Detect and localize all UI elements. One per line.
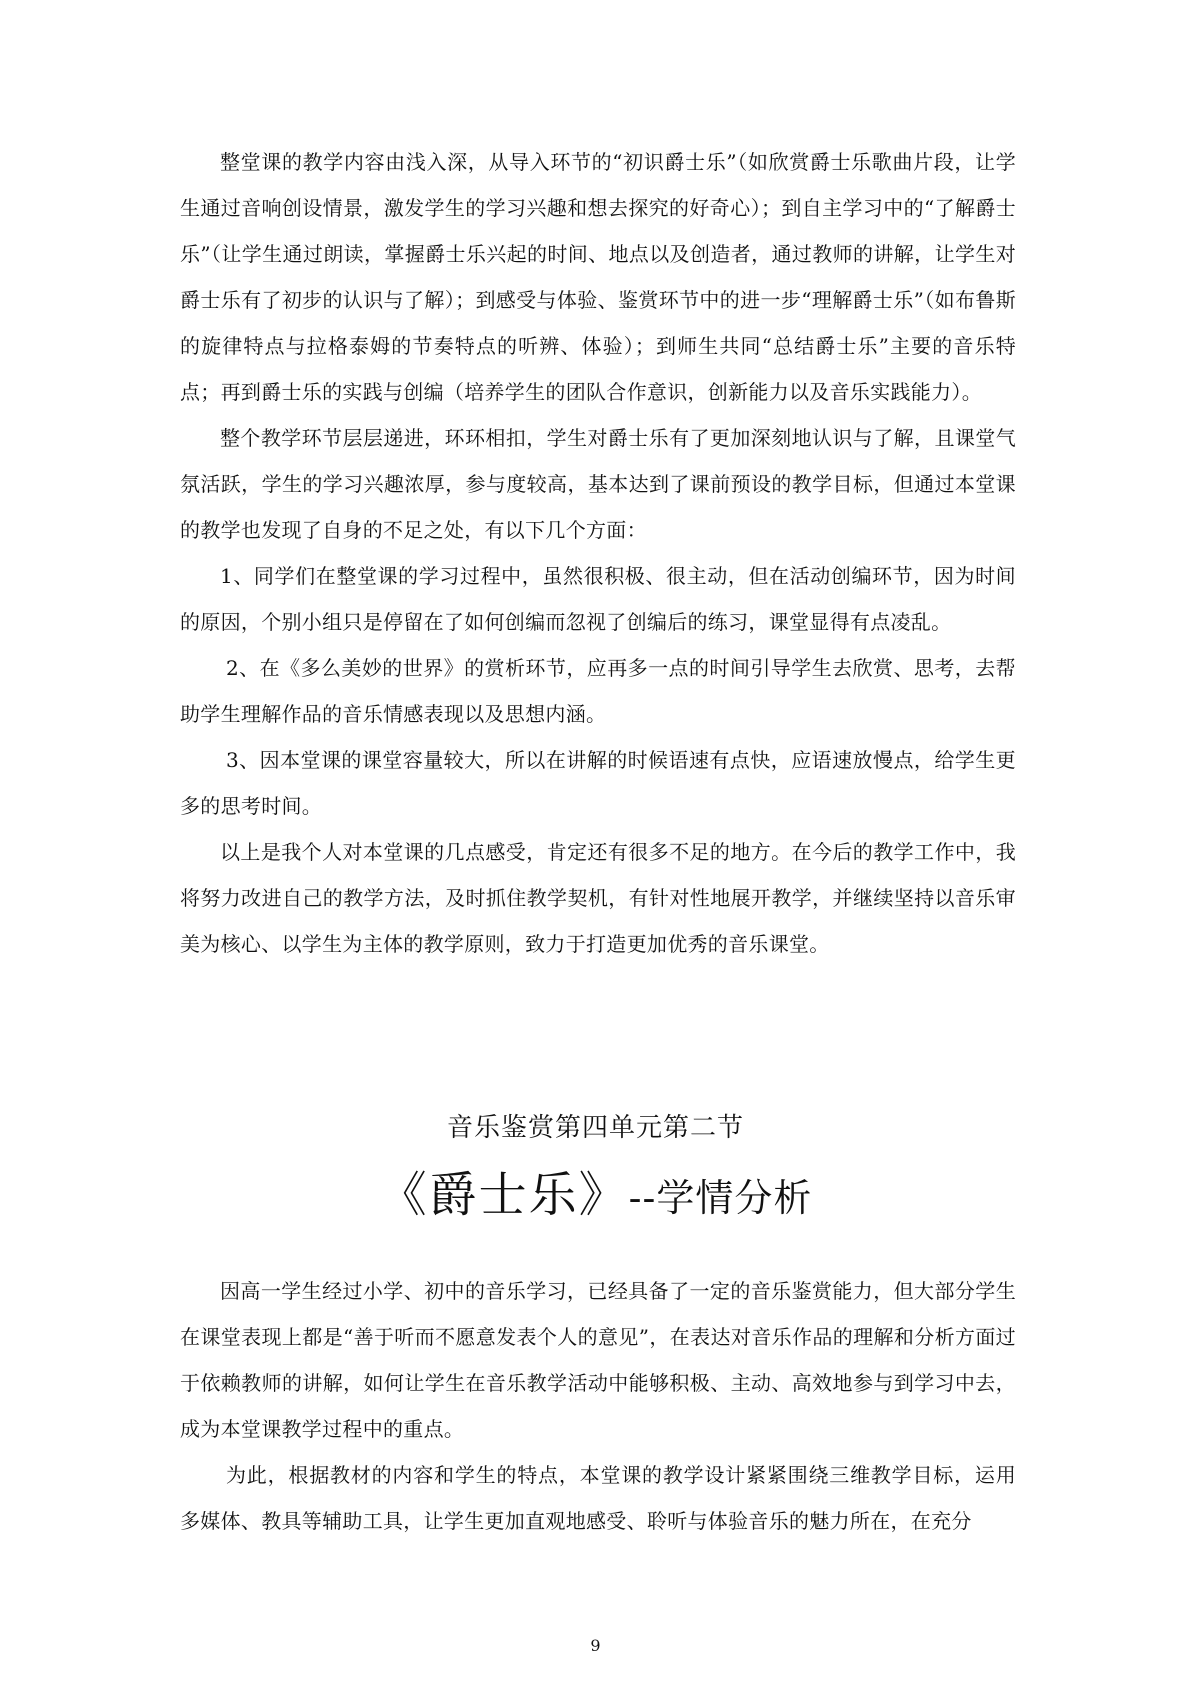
paragraph-conclusion: 以上是我个人对本堂课的几点感受，肯定还有很多不足的地方。在今后的教学工作中，我将努力改进自己的教学方法，及时抓住教学契机，有针对性地展开教学，并继续坚持以音乐审美为核心、以学生为主体的教学原则，致力于打造更加优秀的音乐课堂。 <box>180 840 1016 956</box>
paragraph-shortcoming-3: 3、因本堂课的课堂容量较大，所以在讲解的时候语速有点快，应语速放慢点，给学生更多的思考时间。 <box>180 748 1016 818</box>
paragraph-teaching-content: 整堂课的教学内容由浅入深，从导入环节的“初识爵士乐”（如欣赏爵士乐歌曲片段，让学生通过音响创设情景，激发学生的学习兴趣和想去探究的好奇心）；到自主学习中的“了解爵士乐”（让学生通过朗读，掌握爵士乐兴起的时间、地点以及创造者，通过教师的讲解，让学生对爵士乐有了初步的认识与了解）；到感受与体验、鉴赏环节中的进一步“理解爵士乐”（如布鲁斯的旋律特点与拉格泰姆的节奏特点的听辨、体验）；到师生共同“总结爵士乐”主要的音乐特点；再到爵士乐的实践与创编（培养学生的团队合作意识，创新能力以及音乐实践能力）。 <box>180 150 1016 404</box>
analysis-text-block <box>180 1268 1016 1544</box>
reflection-text-block <box>180 139 1016 967</box>
page-number: 9 <box>590 1636 601 1655</box>
section-subtitle: 音乐鉴赏第四单元第二节 <box>446 1113 744 1143</box>
section-title-suffix: --学情分析 <box>628 1176 813 1220</box>
paragraph-teaching-summary: 整个教学环节层层递进，环环相扣，学生对爵士乐有了更加深刻地认识与了解，且课堂气氛活跃，学生的学习兴趣浓厚，参与度较高，基本达到了课前预设的教学目标，但通过本堂课的教学也发现了自身的不足之处，有以下几个方面： <box>180 426 1016 542</box>
paragraph-shortcoming-1: 1、同学们在整堂课的学习过程中，虽然很积极、很主动，但在活动创编环节，因为时间的原因，个别小组只是停留在了如何创编而忽视了创编后的练习，课堂显得有点凌乱。 <box>180 564 1016 634</box>
section-title <box>0 1160 1191 1241</box>
section-title-main: 《爵士乐》 <box>378 1167 629 1223</box>
paragraph-shortcoming-2: 2、在《多么美妙的世界》的赏析环节，应再多一点的时间引导学生去欣赏、思考，去帮助学生理解作品的音乐情感表现以及思想内涵。 <box>180 656 1016 726</box>
paragraph-student-analysis: 因高一学生经过小学、初中的音乐学习，已经具备了一定的音乐鉴赏能力，但大部分学生在课堂表现上都是“善于听而不愿意发表个人的意见”，在表达对音乐作品的理解和分析方面过于依赖教师的讲解，如何让学生在音乐教学活动中能够积极、主动、高效地参与到学习中去，成为本堂课教学过程中的重点。 <box>180 1279 1016 1441</box>
paragraph-teaching-design: 为此，根据教材的内容和学生的特点，本堂课的教学设计紧紧围绕三维教学目标，运用多媒体、教具等辅助工具，让学生更加直观地感受、聆听与体验音乐的魅力所在，在充分 <box>180 1463 1016 1533</box>
